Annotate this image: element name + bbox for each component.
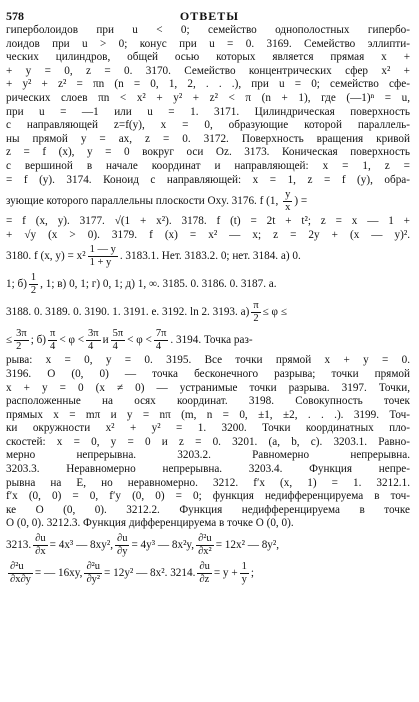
- text-segment: < φ <: [59, 334, 85, 347]
- denominator: ∂z: [199, 573, 210, 585]
- numerator: ∂²u: [86, 560, 101, 572]
- numerator: ∂u: [117, 532, 128, 544]
- numerator: 3π: [88, 328, 99, 340]
- formula-line: [6, 298, 410, 326]
- text-segment: = 12y² — 8x².: [104, 567, 168, 580]
- text-line: с направляющей z=f(y), x = 0, образующие которой параллель-: [6, 119, 410, 132]
- fraction: [154, 328, 169, 353]
- text-line: с вершиной в начале координат и направляющей: x = 1, z =: [6, 159, 410, 172]
- denominator: 2: [253, 313, 259, 325]
- text-line: z = f (x), y = 0 вокруг оси Oz. 3173. Коническая поверхность: [6, 146, 410, 159]
- numerator: ∂²u: [8, 561, 33, 574]
- text-segment: = y +: [213, 567, 238, 580]
- formula-line: [6, 326, 410, 354]
- numerator: y: [285, 189, 291, 201]
- numerator: 1 — y: [89, 244, 116, 256]
- text-line: x + y = 0 (x ≠ 0) — устранимые точки разрыва. 3197. Точки,: [6, 381, 410, 394]
- denominator: 2: [30, 285, 37, 297]
- text-segment: зующие которого параллельны плоскости Oxy. 3176. f (1,: [6, 195, 282, 208]
- formula-line: [6, 559, 410, 587]
- text-segment: , 1; в) 0, 1; г) 0, 1; д) 1, ∞. 3185. 0. 3186. 0. 3187. a.: [40, 278, 277, 291]
- text-segment: . 3183.1. Нет. 3183.2. 0; нет. 3184. а) 0.: [119, 250, 301, 263]
- text-line: ки окружности x² + y² = 1. 3200. Точки координатных пло-: [6, 422, 410, 435]
- fraction: [14, 328, 29, 353]
- fraction: [240, 561, 249, 586]
- fraction: [8, 561, 33, 586]
- fraction: [84, 561, 102, 586]
- denominator: 4: [112, 341, 118, 353]
- text-segment: = — 16xy,: [34, 567, 83, 580]
- text-line: 3196. O (0, 0) — точка бесконечного разрыва; точки прямой: [6, 367, 410, 380]
- text-line: прямых x = mπ и y = nπ (m, n = 0, ±1, ±2, . . .). 3199. Точ-: [6, 408, 410, 421]
- text-line: ческих цилиндров, общей осью которых является прямая x +: [6, 51, 410, 64]
- fraction: [251, 300, 260, 325]
- text-line: 3203.3. Неравномерно непрерывна. 3203.4. Функция непре-: [6, 463, 410, 476]
- fraction: [88, 244, 118, 269]
- denominator: ∂x²: [198, 545, 212, 557]
- denominator: ∂x∂y: [10, 573, 31, 585]
- text-line: рыва: x = 0, y = 0. 3195. Все точки прямой x + y = 0.: [6, 354, 410, 367]
- fraction: [48, 328, 57, 353]
- text-line: = f (x, y). 3177. √(1 + x²). 3178. f (t) = 2t + t²; z = x — 1 +: [6, 215, 410, 228]
- text-line: ны прямой y = ax, z = 0. 3172. Поверхность вращения кривой: [6, 132, 410, 145]
- formula-line: [6, 242, 410, 270]
- text-segment: 3188. 0. 3189. 0. 3190. 1. 3191. e. 3192. ln 2. 3193. a): [6, 306, 250, 319]
- fraction: [283, 189, 292, 214]
- numerator: 1: [241, 560, 247, 572]
- fraction: [196, 533, 214, 558]
- text-segment: и: [102, 334, 109, 347]
- denominator: 4: [50, 341, 56, 353]
- denominator: ∂y: [117, 545, 128, 557]
- page-number: 578: [6, 9, 24, 23]
- numerator: π: [50, 328, 56, 340]
- text-line: + y² + z² = πn (n = 0, 1, 2, . . .), при u = 0; семейство сфе-: [6, 78, 410, 91]
- denominator: y: [241, 573, 247, 585]
- numerator: ∂²u: [198, 532, 212, 544]
- denominator: x: [285, 202, 291, 214]
- text-segment: 3180. f (x, y) = x²: [6, 250, 86, 263]
- page-title: ОТВЕТЫ: [179, 9, 240, 23]
- fraction: [115, 533, 129, 558]
- text-segment: = 4y³ — 8x²y,: [131, 539, 195, 552]
- denominator: ∂y²: [86, 573, 101, 585]
- text-line: лоидов при u > 0; конус при u = 0. 3169. Семейство эллипти-: [6, 37, 410, 50]
- text-line: скостей: x = 0, y = 0 и z = 0. 3201. (a, b, c). 3203.1. Равно-: [6, 435, 410, 448]
- denominator: ∂x: [35, 545, 46, 557]
- text-line: мерно непрерывна. 3203.2. Равномерно непрерывна.: [6, 449, 410, 462]
- numerator: 3π: [16, 328, 27, 340]
- text-line: при u = —1 или u = 1. 3171. Цилиндрическая поверхность: [6, 105, 410, 118]
- formula-line: [6, 187, 410, 215]
- numerator: π: [253, 300, 259, 312]
- text-segment: . 3194. Точка раз-: [170, 334, 253, 347]
- formula-line: [6, 270, 410, 298]
- text-segment: = 12x² — 8y²,: [215, 539, 280, 552]
- text-line: f′x (0, 0) = 0, f′y (0, 0) = 0; функция недифференцируема в точ-: [6, 490, 410, 503]
- text-line: рывна на E, но неравномерно. 3212. f′x (x, 1) = 1. 3212.1.: [6, 476, 410, 489]
- denominator: 2: [16, 341, 22, 353]
- text-line: = f (y). 3174. Коноид с направляющей: x = 1, z = f (y), обра-: [6, 173, 410, 186]
- formula-line: [6, 531, 410, 559]
- text-segment: 1; б): [6, 278, 27, 291]
- text-segment: < φ <: [127, 334, 152, 347]
- text-line: гиперболоидов при u < 0; семейство однополостных гипербо-: [6, 24, 410, 36]
- text-line: рических слоев πn < x² + y² + z² < π (n + 1), где (—1)ⁿ = u,: [6, 91, 410, 104]
- text-segment: ) =: [294, 195, 308, 208]
- text-line: ке O (0, 0). 3212.2. Функция недифференцируема в точке: [6, 503, 410, 516]
- text-segment: ≤ φ ≤: [262, 306, 287, 319]
- denominator: 4: [155, 341, 162, 353]
- text-segment: = 4x³ — 8xy²,: [49, 539, 113, 552]
- text-line: + y = 0, z = 0. 3170. Семейство концентрических сфер x² +: [6, 64, 410, 77]
- text-segment: ≤: [6, 334, 13, 347]
- denominator: 1 + y: [89, 257, 112, 269]
- fraction: [33, 533, 47, 558]
- text-line: + √y (x > 0). 3179. f (x) = x² — x; z = 2y + (x — y)².: [6, 228, 410, 241]
- text-segment: ;: [250, 567, 254, 580]
- text-segment: ; б): [30, 334, 47, 347]
- fraction: [111, 328, 126, 353]
- numerator: ∂u: [199, 560, 210, 572]
- numerator: 5π: [112, 328, 124, 340]
- numerator: 7π: [155, 328, 167, 340]
- fraction: [86, 328, 101, 353]
- text-segment: 3214.: [170, 567, 196, 580]
- numerator: 1: [30, 272, 37, 284]
- fraction: [197, 561, 211, 586]
- fraction: [29, 272, 38, 297]
- denominator: 4: [88, 341, 94, 353]
- text-line: O (0, 0). 3212.3. Функция дифференцируема в точке O (0, 0).: [6, 517, 294, 530]
- text-segment: 3213.: [6, 539, 32, 552]
- numerator: ∂u: [35, 532, 46, 544]
- answers-text: [6, 24, 410, 587]
- text-line: расположенные на осях координат. 3198. Совокупность точек: [6, 395, 410, 408]
